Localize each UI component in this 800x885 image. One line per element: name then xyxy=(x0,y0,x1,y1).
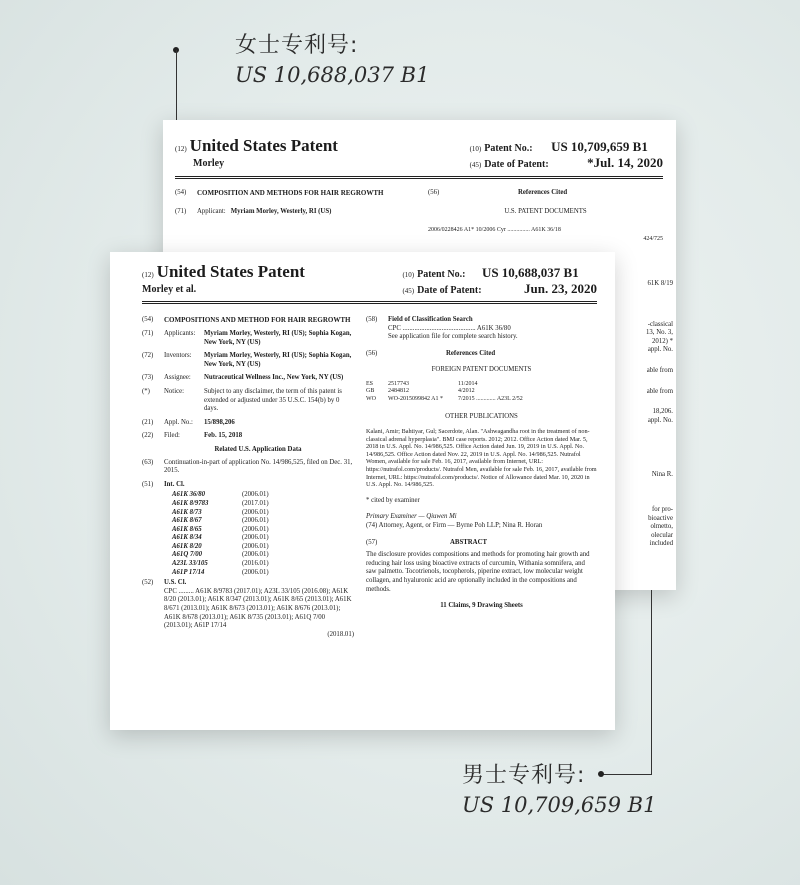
back-code-54: (54) xyxy=(175,189,187,196)
edge-fragment: 61K 8/19 xyxy=(647,280,673,287)
front-patent-no-label: Patent No.: xyxy=(417,269,466,280)
field-code: (71) xyxy=(142,330,154,337)
edge-fragment: appl. No. xyxy=(647,416,673,424)
field-key: Filed: xyxy=(164,432,180,440)
edge-fragment: olmetto, xyxy=(650,523,673,531)
front-patent-sheet xyxy=(110,252,615,730)
back-code-71: (71) xyxy=(175,208,187,215)
field-code: (52) xyxy=(142,579,154,587)
edge-fragment: included xyxy=(649,540,673,548)
front-code-10: (10) xyxy=(402,271,415,279)
front-field-notice xyxy=(142,388,354,414)
field-key: Assignee: xyxy=(164,374,191,382)
other-pubs: Kalani, Amir; Bahtiyar, Gul; Sacerdote, Alan. "Ashwagandha root in the treatment of non-classical adrenal hyperplasia". BMJ case reports. 2012; 2012. Office Action dated Mar. 5, 2018 in U.S. Appl. No. 14/986,525. Office Action dated Jun. 19, 2019 in U.S. Appl. No. 14/986,525. Office Action dated Nov. 22, 2019 in U.S. Appl. No. 14/986,525. Nutrafol Women, available for sale Feb. 16, 2017, available from Internet, URL: https://nutrafol.com/products/. Nutrafol Men, available for sale Feb. 16, 2017, available from Internet, URL: https://nutrafol.com/products/. Notice of Allowance dated Mar. 10, 2020 in U.S. Appl. No. 14/986,525. xyxy=(366,428,597,489)
back-code-10: (10) xyxy=(469,145,482,153)
field-code: (*) xyxy=(142,387,150,395)
int-cl-code: A61K 8/9783 xyxy=(172,499,209,507)
int-cl-version: (2006.01) xyxy=(242,508,269,516)
back-applicant-label: Applicant: xyxy=(197,208,226,215)
front-field-54 xyxy=(142,316,354,325)
front-field-63 xyxy=(142,459,354,476)
front-header-rule-2 xyxy=(142,303,597,304)
int-cl-row xyxy=(172,517,354,526)
field-code: (21) xyxy=(142,418,154,426)
field-code: (51) xyxy=(142,480,154,488)
back-title: COMPOSITION AND METHODS FOR HAIR REGROWTH xyxy=(197,189,384,197)
int-cl-code: A61P 17/14 xyxy=(172,568,205,576)
field-key: Notice: xyxy=(164,387,185,395)
abstract-text: The disclosure provides compositions and methods for promoting hair growth and reducing hair loss using bioactive extracts of curcumin, Withania somnifera, and saw palmetto. Tocotrienols, tocopherols, piperine extract, low molecular weight collagen, and hyaluronic acid are optionally included in the compositions and methods. xyxy=(366,551,590,593)
edge-fragment: -classical xyxy=(647,320,673,328)
edge-fragment: bioactive xyxy=(648,514,673,522)
int-cl-label: Int. Cl. xyxy=(164,480,185,488)
back-date-label: Date of Patent: xyxy=(484,159,549,170)
us-cl-label: U.S. Cl. xyxy=(164,579,187,587)
attorney: (74) Attorney, Agent, or Firm — Byrne Poh LLP; Nina R. Horan xyxy=(366,522,543,529)
field-search-cpc: CPC ........................................... A61K 36/80 xyxy=(388,324,511,332)
front-field-51 xyxy=(142,481,354,490)
female-callout xyxy=(235,28,429,87)
related-heading: Related U.S. Application Data xyxy=(214,445,302,453)
int-cl-row xyxy=(172,500,354,509)
edge-fragment: able from xyxy=(646,366,673,374)
foreign-date: 7/2015 ............. A23L 2/52 xyxy=(458,395,523,402)
int-cl-version: (2017.01) xyxy=(242,499,269,507)
int-cl-code: A61Q 7/00 xyxy=(172,551,203,559)
foreign-docs xyxy=(366,381,597,404)
back-refs-heading: References Cited xyxy=(518,189,568,196)
front-left-column xyxy=(142,316,354,639)
field-code: (57) xyxy=(366,538,378,546)
back-code-45: (45) xyxy=(469,161,482,169)
back-date: *Jul. 14, 2020 xyxy=(587,155,663,170)
edge-fragment: 13, No. 3, xyxy=(646,329,673,337)
back-code-56: (56) xyxy=(428,189,440,196)
front-right-column xyxy=(354,316,597,639)
us-cl-tail: (2018.01) xyxy=(327,630,354,638)
int-cl-code: A23L 33/105 xyxy=(172,560,208,568)
foreign-doc-row xyxy=(366,396,597,404)
edge-fragment: 18,206. xyxy=(652,408,673,416)
int-cl-row xyxy=(172,509,354,518)
int-cl-code: A61K 8/65 xyxy=(172,525,202,533)
back-inventor: Morley xyxy=(193,158,225,169)
int-cl-version: (2006.01) xyxy=(242,517,269,525)
back-patent-no-label: Patent No.: xyxy=(484,143,533,154)
foreign-number: 2517743 xyxy=(388,380,409,387)
front-date-label: Date of Patent: xyxy=(417,285,482,296)
int-cl-code: A61K 8/67 xyxy=(172,517,202,525)
int-cl-code: A61K 36/80 xyxy=(172,491,206,499)
int-cl-code: A61K 8/34 xyxy=(172,534,202,542)
field-value: Feb. 15, 2018 xyxy=(204,432,243,440)
edge-fragment: Nina R. xyxy=(651,471,673,479)
field-key: Appl. No.: xyxy=(164,418,193,426)
int-cl-version: (2006.01) xyxy=(242,525,269,533)
male-patent-number: US 10,709,659 B1 xyxy=(462,793,657,817)
cited-by-examiner: * cited by examiner xyxy=(366,496,420,504)
int-cl-row xyxy=(172,534,354,543)
foreign-date: 4/2012 xyxy=(458,388,475,395)
field-code: (73) xyxy=(142,374,154,382)
foreign-country: GB xyxy=(366,388,375,395)
edge-fragment: olecular xyxy=(651,531,673,539)
int-cl-version: (2006.01) xyxy=(242,551,269,559)
male-callout xyxy=(462,758,656,817)
female-callout-label: 女士专利号: xyxy=(235,33,359,58)
foreign-number: WO-2015099842 A1 * xyxy=(388,395,443,402)
back-edge-fragments xyxy=(618,280,673,549)
edge-fragment: appl. No. xyxy=(647,346,673,354)
field-code: (54) xyxy=(142,316,154,323)
related-value: Continuation-in-part of application No. 14/986,525, filed on Dec. 31, 2015. xyxy=(164,458,353,475)
foreign-country: ES xyxy=(366,380,374,387)
other-pubs-heading: OTHER PUBLICATIONS xyxy=(445,413,518,421)
back-header-rule-2 xyxy=(175,178,663,179)
field-code: (56) xyxy=(366,349,378,357)
field-search-note: See application file for complete search history. xyxy=(388,333,518,341)
front-field-21 xyxy=(142,419,354,428)
int-cl-row xyxy=(172,560,354,569)
primary-examiner: Primary Examiner — Qiuwen Mi xyxy=(366,513,457,521)
int-cl-row xyxy=(172,569,354,578)
female-patent-number: US 10,688,037 B1 xyxy=(235,63,430,87)
int-cl-row xyxy=(172,551,354,560)
abstract-heading: ABSTRACT xyxy=(450,538,488,546)
front-title: COMPOSITIONS AND METHOD FOR HAIR REGROWTH xyxy=(164,316,351,324)
field-code: (58) xyxy=(366,316,378,323)
back-us-docs: U.S. PATENT DOCUMENTS xyxy=(504,207,587,215)
front-field-71 xyxy=(142,330,354,347)
edge-fragment: able from xyxy=(646,387,673,395)
foreign-date: 11/2014 xyxy=(458,380,478,387)
back-ref-1: 2006/0228426 A1* 10/2006 Cyr ............... A61K 36/18 xyxy=(428,227,561,234)
int-cl-version: (2006.01) xyxy=(242,542,269,550)
int-cl-row xyxy=(172,543,354,552)
front-code-12: (12) xyxy=(142,271,154,279)
field-value: 15/898,206 xyxy=(204,418,235,426)
front-field-22 xyxy=(142,432,354,441)
male-callout-line-v xyxy=(651,590,652,775)
field-key: Inventors: xyxy=(164,352,192,360)
int-cl-version: (2016.01) xyxy=(242,560,269,568)
foreign-number: 2484812 xyxy=(388,388,409,395)
front-patent-heading: United States Patent xyxy=(156,262,305,281)
field-code: (22) xyxy=(142,432,154,440)
int-cl-row xyxy=(172,491,354,500)
front-field-52 xyxy=(142,579,354,588)
back-patent-no: US 10,709,659 B1 xyxy=(551,139,648,154)
claims-summary: 11 Claims, 9 Drawing Sheets xyxy=(440,602,523,610)
int-cl-code: A61K 8/73 xyxy=(172,508,202,516)
front-field-72 xyxy=(142,352,354,369)
back-header-rule xyxy=(175,176,663,177)
int-cl-code: A61K 8/20 xyxy=(172,542,202,550)
back-ref-1-cont: 424/725 xyxy=(643,235,663,242)
front-patent-no: US 10,688,037 B1 xyxy=(481,265,579,280)
front-header-rule xyxy=(142,301,597,302)
front-code-45: (45) xyxy=(402,287,415,295)
field-search-label: Field of Classification Search xyxy=(388,316,473,323)
int-cl-version: (2006.01) xyxy=(242,568,269,576)
back-patent-heading: United States Patent xyxy=(189,136,338,155)
field-code: (63) xyxy=(142,458,154,466)
foreign-doc-row xyxy=(366,381,597,389)
back-code-12: (12) xyxy=(175,145,187,153)
foreign-heading: FOREIGN PATENT DOCUMENTS xyxy=(431,366,532,374)
front-date: Jun. 23, 2020 xyxy=(524,281,597,296)
us-cl-cpc: CPC ......... A61K 8/9783 (2017.01); A23L 33/105 (2016.08); A61K 8/20 (2013.01); A61K 8/347 (2013.01); A61K 8/65 (2013.01); A61K 8/671 (2013.01); A61K 8/673 (2013.01); A61K 8/676 (2013.01); A61K 8/678 (2013.01); A61K 8/735 (2013.01); A61Q 7/00 (2013.01); A61P 17/14 xyxy=(164,587,352,630)
int-cl-list xyxy=(172,491,354,577)
foreign-doc-row xyxy=(366,388,597,396)
field-key: Applicants: xyxy=(164,330,196,337)
refs-heading: References Cited xyxy=(446,349,496,357)
back-applicant: Myriam Morley, Westerly, RI (US) xyxy=(230,208,332,215)
male-callout-label: 男士专利号: xyxy=(462,763,586,788)
field-code: (72) xyxy=(142,352,154,360)
int-cl-row xyxy=(172,526,354,535)
front-inventors: Morley et al. xyxy=(142,284,197,295)
field-value: Myriam Morley, Westerly, RI (US); Sophia Kogan, New York, NY (US) xyxy=(204,352,352,368)
int-cl-version: (2006.01) xyxy=(242,534,269,542)
edge-fragment: for pro- xyxy=(652,505,673,513)
int-cl-version: (2006.01) xyxy=(242,491,269,499)
field-value: Nutraceutical Wellness Inc., New York, NY (US) xyxy=(204,374,344,382)
edge-fragment: 2012) * xyxy=(652,337,673,345)
field-value: Myriam Morley, Westerly, RI (US); Sophia Kogan, New York, NY (US) xyxy=(204,330,352,346)
front-field-73 xyxy=(142,374,354,383)
field-value: Subject to any disclaimer, the term of this patent is extended or adjusted under 35 U.S.C. 154(b) by 0 days. xyxy=(204,387,342,413)
foreign-country: WO xyxy=(366,395,376,402)
